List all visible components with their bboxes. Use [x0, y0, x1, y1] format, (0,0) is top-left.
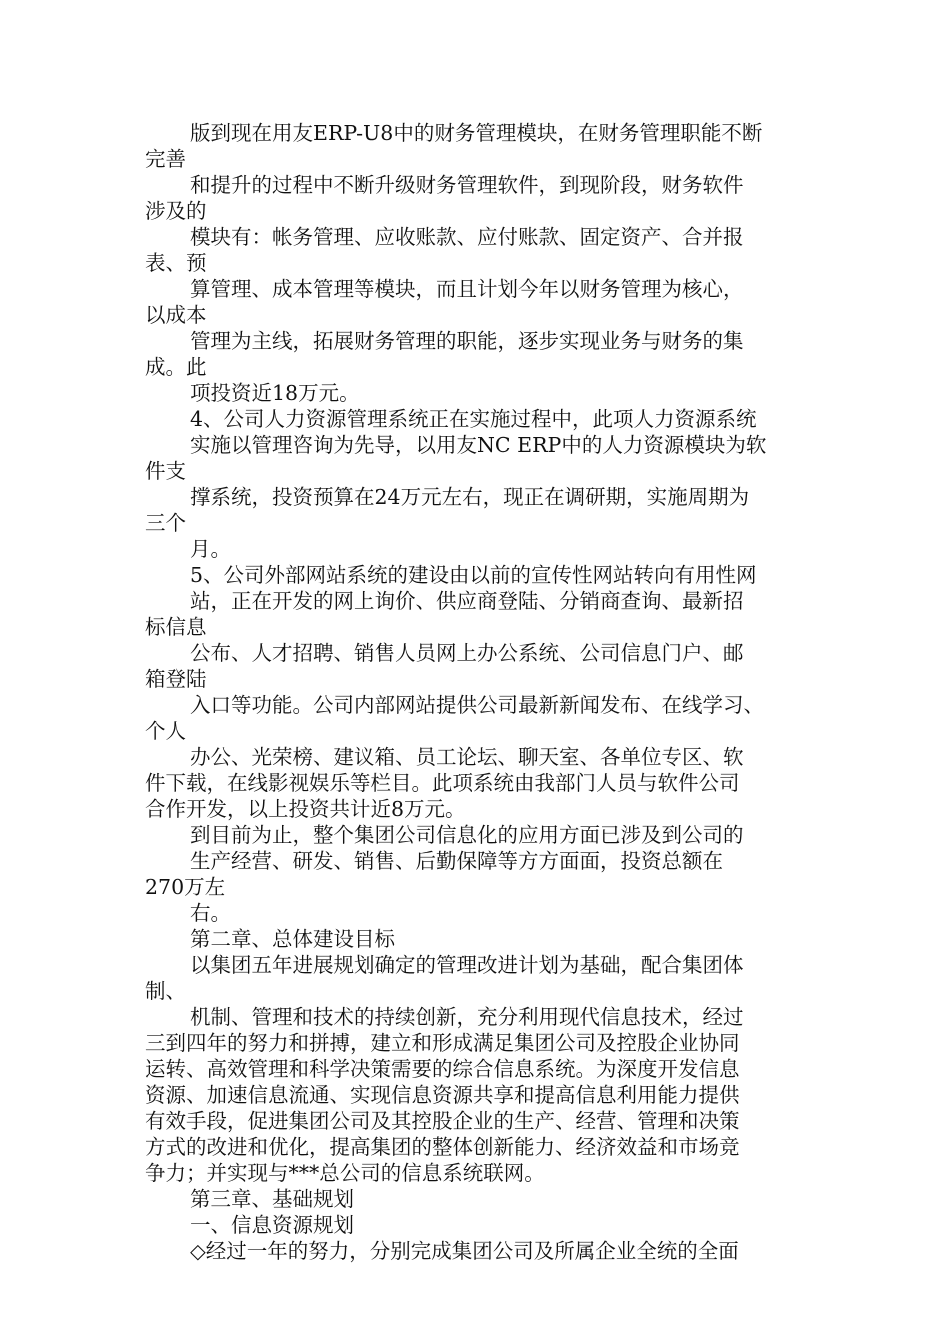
text-line: 管理为主线，拓展财务管理的职能，逐步实现业务与财务的集 [190, 329, 744, 353]
text-line: 270万左 [145, 875, 226, 899]
text-line: 标信息 [145, 615, 207, 639]
text-line: 制、 [145, 979, 186, 1003]
text-line: 版到现在用友ERP-U8中的财务管理模块，在财务管理职能不断 [190, 121, 763, 145]
text-line: 办公、光荣榜、建议箱、员工论坛、聊天室、各单位专区、软 [190, 745, 744, 769]
text-line: 运转、高效管理和科学决策需要的综合信息系统。为深度开发信息 [145, 1057, 740, 1081]
text-line: 一、信息资源规划 [190, 1213, 354, 1237]
text-line: 第二章、总体建设目标 [190, 927, 395, 951]
text-line: 完善 [145, 147, 186, 171]
text-line: 涉及的 [145, 199, 207, 223]
text-line: 件支 [145, 459, 186, 483]
text-line: 生产经营、研发、销售、后勤保障等方方面面，投资总额在 [190, 849, 723, 873]
text-line: 公布、人才招聘、销售人员网上办公系统、公司信息门户、邮 [190, 641, 744, 665]
text-line: 模块有：帐务管理、应收账款、应付账款、固定资产、合并报 [190, 225, 744, 249]
text-line: 箱登陆 [145, 667, 207, 691]
text-line: 和提升的过程中不断升级财务管理软件，到现阶段，财务软件 [190, 173, 744, 197]
text-line: 算管理、成本管理等模块，而且计划今年以财务管理为核心， [190, 277, 744, 301]
text-line: 站，正在开发的网上询价、供应商登陆、分销商查询、最新招 [190, 589, 744, 613]
text-line: 入口等功能。公司内部网站提供公司最新新闻发布、在线学习、 [190, 693, 764, 717]
text-line: 合作开发，以上投资共计近8万元。 [145, 797, 466, 821]
text-line: 4、公司人力资源管理系统正在实施过程中，此项人力资源系统 [190, 407, 757, 431]
text-line: 右。 [190, 901, 231, 925]
document-body [145, 120, 810, 1264]
text-line: 第三章、基础规划 [190, 1187, 354, 1211]
text-line: 三到四年的努力和拼搏，建立和形成满足集团公司及控股企业协同 [145, 1031, 740, 1055]
text-line: 有效手段，促进集团公司及其控股企业的生产、经营、管理和决策 [145, 1109, 740, 1133]
text-line: 资源、加速信息流通、实现信息资源共享和提高信息利用能力提供 [145, 1083, 740, 1107]
text-line: 以集团五年进展规划确定的管理改进计划为基础，配合集团体 [190, 953, 744, 977]
text-line: 机制、管理和技术的持续创新，充分利用现代信息技术，经过 [190, 1005, 744, 1029]
text-line: 月。 [190, 537, 231, 561]
text-line: 实施以管理咨询为先导，以用友NC ERP中的人力资源模块为软 [190, 433, 767, 457]
text-line: 以成本 [145, 303, 207, 327]
text-line: ◇经过一年的努力，分别完成集团公司及所属企业全统的全面 [190, 1239, 739, 1263]
text-line: 到目前为止，整个集团公司信息化的应用方面已涉及到公司的 [190, 823, 744, 847]
text-line: 个人 [145, 719, 186, 743]
text-line: 争力；并实现与***总公司的信息系统联网。 [145, 1161, 545, 1185]
text-line: 三个 [145, 511, 186, 535]
text-line: 成。此 [145, 355, 207, 379]
text-line: 撑系统，投资预算在24万元左右，现正在调研期，实施周期为 [190, 485, 750, 509]
text-line: 件下载，在线影视娱乐等栏目。此项系统由我部门人员与软件公司 [145, 771, 740, 795]
text-line: 项投资近18万元。 [190, 381, 360, 405]
text-line: 表、预 [145, 251, 207, 275]
text-line: 方式的改进和优化，提高集团的整体创新能力、经济效益和市场竞 [145, 1135, 740, 1159]
text-line: 5、公司外部网站系统的建设由以前的宣传性网站转向有用性网 [190, 563, 757, 587]
